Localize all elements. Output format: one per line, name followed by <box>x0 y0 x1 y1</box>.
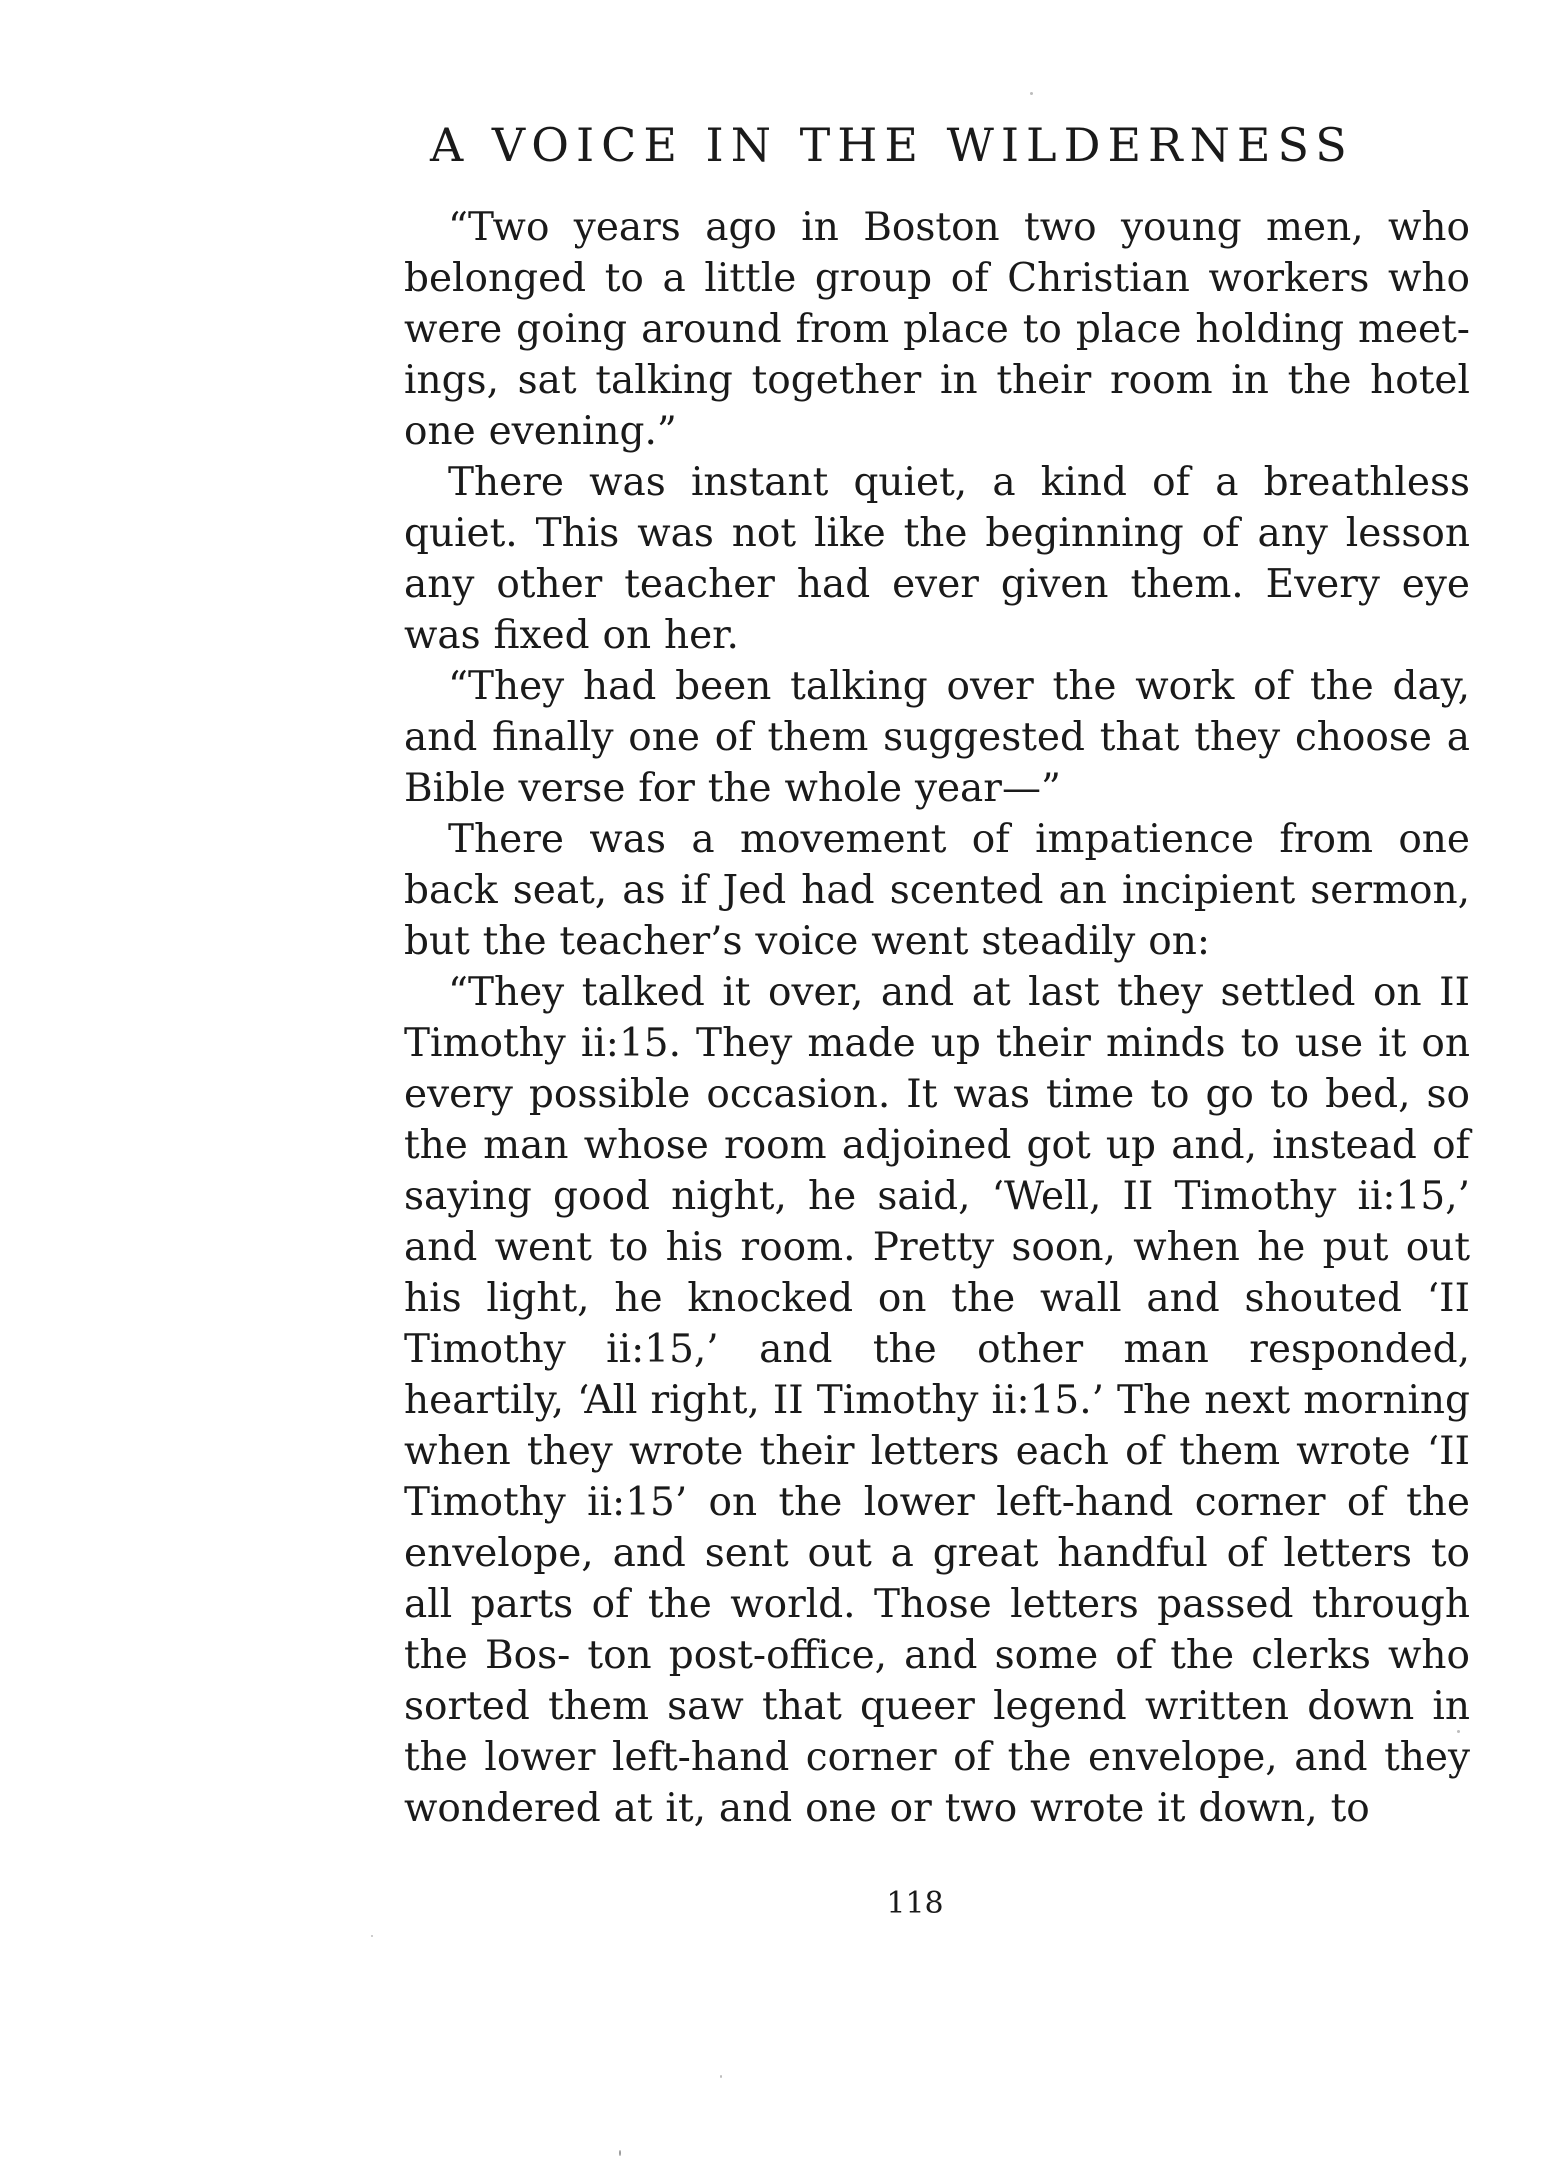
scan-speck <box>619 2150 621 2156</box>
paragraph-2: There was instant quiet, a kind of a breathless quiet. This was not like the beginning of any lesson any other teacher had ever given them. Every eye was fixed on her. <box>404 460 1470 658</box>
scan-speck <box>1457 1730 1460 1733</box>
scan-speck <box>720 2075 722 2078</box>
paragraph-5: “They talked it over, and at last they settled on II Timothy ii:15. They made up their minds to use it on every possible occasion. It was time to go to bed, so the man whose room adjoined got up and, instead of saying good night, he said, ‘Well, II Timothy ii:15,’ and went to his room. Pretty soon, when he put out his light, he knocked on the wall and shouted ‘II Timothy ii:15,’ and the other man responded, heartily, ‘All right, II Timothy ii:15.’ The next morning when they wrote their letters each of them wrote ‘II Timothy ii:15’ on the lower left-hand corner of the envelope, and sent out a great handful of letters to all parts of the world. Those letters passed through the Bos- ton post-office, and some of the clerks who sorted them saw that queer legend written down in the lower left-hand corner of the envelope, and they wondered at it, and one or two wrote it down, to <box>404 970 1470 1831</box>
body-text <box>404 202 1470 1834</box>
scan-speck <box>371 1935 373 1937</box>
paragraph-4: There was a movement of impatience from one back seat, as if Jed had scented an incipient sermon, but the teacher’s voice went steadily on: <box>404 817 1470 964</box>
paragraph-1: “Two years ago in Boston two young men, who belonged to a little group of Christian workers who were going around from place to place holding meet- ings, sat talking together in their room in the hotel one evening.” <box>404 205 1470 454</box>
page-number: 118 <box>886 1886 944 1921</box>
scan-speck <box>1030 92 1033 95</box>
running-head: A VOICE IN THE WILDERNESS <box>430 118 1354 172</box>
paragraph-3: “They had been talking over the work of the day, and finally one of them suggested that they choose a Bible verse for the whole year—” <box>404 664 1470 811</box>
